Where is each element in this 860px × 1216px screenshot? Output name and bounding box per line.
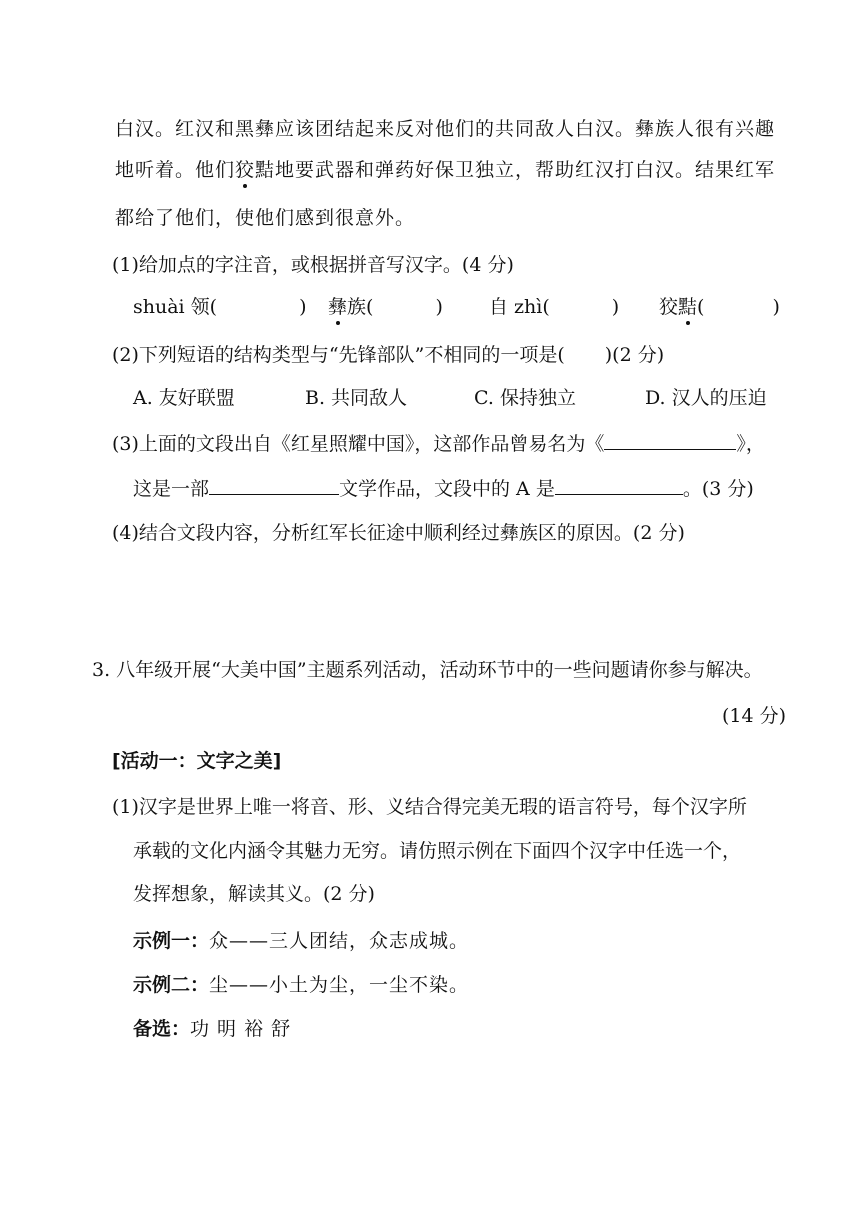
q1-item-3	[489, 294, 619, 320]
q1-item-1-label: shuài 领(	[133, 296, 218, 318]
options-text: 功 明 裕 舒	[190, 1018, 292, 1040]
q3-text: 这是一部	[133, 478, 210, 500]
passage-text: 黠地要武器和弹药好保卫独立，帮助红汉打白汉。结果红军	[255, 159, 776, 181]
dotted-char: 黠	[678, 296, 698, 318]
options-line	[133, 1016, 291, 1042]
answer-blank[interactable]	[555, 476, 683, 495]
q2-stem-text: (2)下列短语的结构类型与“先锋部队”不相同的一项是(	[112, 344, 565, 366]
example-2-label: 示例二：	[133, 974, 210, 996]
example-1	[133, 928, 469, 954]
dotted-char: 彝	[328, 296, 348, 318]
q3-text: 》，	[736, 433, 765, 455]
q3-text: (3)上面的文段出自《红星照耀中国》，这部作品曾易名为《	[112, 433, 605, 455]
q1-item-3-label: 自 zhì(	[489, 296, 550, 318]
activity-1-heading: [活动一：文字之美]	[112, 750, 282, 772]
q2-stem	[112, 342, 664, 368]
passage-line-1: 白汉。红汉和黑彝应该团结起来反对他们的共同敌人白汉。彝族人很有兴趣	[115, 118, 776, 140]
example-2-text: 尘——小土为尘，一尘不染。	[209, 974, 470, 996]
q2-option-b: B. 共同敌人	[305, 387, 408, 409]
answer-blank[interactable]	[209, 476, 339, 495]
q1-item-close: )	[435, 296, 443, 318]
q2-option-c: C. 保持独立	[474, 387, 576, 409]
q3-line-2	[133, 476, 754, 502]
dotted-char: 狡	[235, 159, 256, 181]
passage-line-2	[115, 157, 775, 183]
q1-item-close: )	[299, 296, 307, 318]
options-label: 备选：	[133, 1018, 191, 1040]
q3-text: 。(3 分)	[682, 478, 754, 500]
q3-text: 文学作品，文段中的 A 是	[339, 478, 555, 500]
q1-item-1	[133, 294, 307, 320]
q2-stem-score: )(2 分)	[604, 344, 665, 366]
q1-item-close: )	[611, 296, 620, 318]
q3-line-1	[112, 431, 765, 457]
sub1-line-1: (1)汉字是世界上唯一将音、形、义结合得完美无瑕的语言符号，每个汉字所	[112, 796, 747, 818]
example-1-text: 众——三人团结，众志成城。	[209, 930, 470, 952]
q1-item-4-label: 狡	[659, 296, 679, 318]
q4-stem: (4)结合文段内容，分析红军长征途中顺利经过彝族区的原因。(2 分)	[112, 522, 685, 544]
example-2	[133, 972, 469, 998]
section-3-title: 3. 八年级开展“大美中国”主题系列活动，活动环节中的一些问题请你参与解决。	[92, 659, 763, 681]
example-1-label: 示例一：	[133, 930, 210, 952]
passage-text: 地听着。他们	[115, 159, 236, 181]
q2-option-d: D. 汉人的压迫	[645, 387, 767, 409]
q1-item-4	[659, 294, 780, 320]
sub1-line-3: 发挥想象，解读其义。(2 分)	[133, 883, 375, 905]
sub1-line-2: 承载的文化内涵令其魅力无穷。请仿照示例在下面四个汉字中任选一个，	[133, 840, 742, 862]
answer-blank[interactable]	[604, 431, 736, 450]
q1-item-2-label: 族(	[347, 296, 374, 318]
passage-line-3: 都给了他们，使他们感到很意外。	[115, 207, 416, 229]
section-3-score: (14 分)	[722, 705, 787, 727]
q1-item-2	[328, 294, 443, 320]
q2-option-a: A. 友好联盟	[133, 387, 235, 409]
q1-item-close: )	[772, 296, 780, 318]
q1-item-4-open: (	[697, 296, 705, 318]
q1-stem: (1)给加点的字注音，或根据拼音写汉字。(4 分)	[112, 254, 514, 276]
